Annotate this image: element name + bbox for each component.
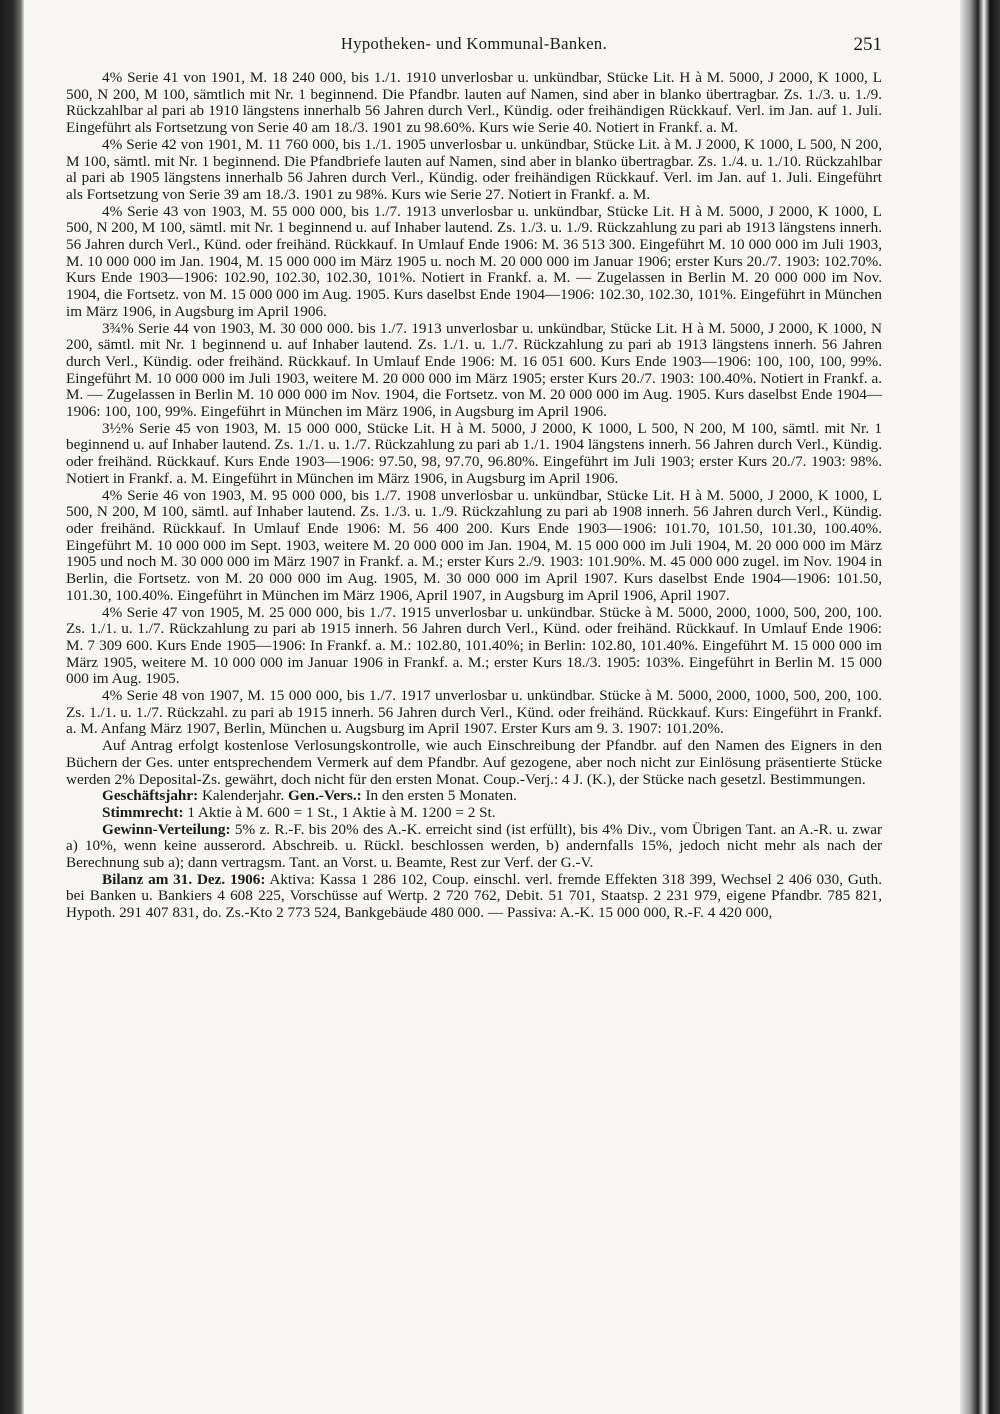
paragraph-serie-45: 3½% Serie 45 von 1903, M. 15 000 000, Stücke Lit. H à M. 5000, J 2000, K 1000, L 500, N 200, M 100, sämtl. mit Nr. 1 beginnend u. auf Inhaber lautend. Zs. 1./1. u. 1./7. Rückzahlung zu pari ab 1./1. 1904 längstens innerh. 56 Jahren durch Verl., Kündig. oder freihänd. Rückkauf. Kurs Ende 1903—1906: 97.50, 98, 97.70, 96.80%. Eingeführt im Juli 1903; erster Kurs 20./7. 1903: 98%. Notiert in Frankf. a. M. Eingeführt in München im März 1906, in Augsburg im April 1906. <box>66 419 882 487</box>
paragraph-verlosungskontrolle: Auf Antrag erfolgt kostenlose Verlosungskontrolle, wie auch Einschreibung der Pfandbr. auf den Namen des Eigners in den Büchern der Ges. unter entsprechendem Vermerk auf dem Pfandbr. Auf gezogene, aber noch nicht zur Einlösung präsentierte Stücke werden 2% Deposital-Zs. gewährt, doch nicht für den ersten Monat. Coup.-Verj.: 4 J. (K.), der Stücke nach gesetzl. Bestimmungen. <box>66 737 882 788</box>
geschaeftsjahr-text: Kalenderjahr. <box>198 787 288 805</box>
bilanz-text: Aktiva: Kassa 1 286 102, Coup. einschl. verl. fremde Effekten 318 399, Wechsel 2 406 030, Guth. bei Banken u. Bankiers 4 608 225, Vorschüsse auf Wertp. 2 720 762, Debit. 51 701, Staatsp. 2 231 979, eigene Pfandbr. 785 821, Hypoth. 291 407 831, do. Zs.-Kto 2 773 524, Bankgebäude 480 000. — Passiva: A.-K. 15 000 000, R.-F. 4 420 000, <box>66 870 882 922</box>
bilanz-label: Bilanz am 31. Dez. 1906: <box>102 870 266 888</box>
gewinn-verteilung-label: Gewinn-Verteilung: <box>102 820 231 838</box>
paragraph-serie-42: 4% Serie 42 von 1901, M. 11 760 000, bis 1./1. 1905 unverlosbar u. unkündbar, Stücke Lit. à M. J 2000, K 1000, L 500, N 200, M 100, sämtl. mit Nr. 1 beginnend. Die Pfandbriefe lauten auf Namen, sind aber in blanko übertragbar. Zs. 1./4. u. 1./10. Rückzahlbar al pari ab 1905 längstens innerhalb 56 Jahren durch Verl., Kündig. oder freihändigen Rückkauf. Verl. im Jan. auf 1. Juli. Eingeführt als Fortsetzung von Serie 39 am 18./3. 1901 zu 98%. Kurs wie Serie 27. Notiert in Frankf. a. M. <box>66 135 882 203</box>
running-head <box>66 34 882 60</box>
paragraph-geschaeftsjahr <box>66 788 882 805</box>
page-content <box>66 34 882 922</box>
paragraph-serie-43: 4% Serie 43 von 1903, M. 55 000 000, bis 1./7. 1913 unverlosbar u. unkündbar, Stücke Lit. H à M. 5000, J 2000, K 1000, L 500, N 200, M 100, sämtl. mit Nr. 1 beginnend u. auf Inhaber lautend. Zs. 1./3. u. 1./9. Rückzahlung zu pari ab 1913 längstens innerh. 56 Jahren durch Verl., Künd. oder freihänd. Rückkauf. In Umlauf Ende 1906: M. 36 513 300. Eingeführt M. 10 000 000 im Juli 1903, M. 10 000 000 im Jan. 1904, M. 15 000 000 im März 1905 u. noch M. 20 000 000 im Januar 1906; erster Kurs 20./7. 1903: 102.70%. Kurs Ende 1903—1906: 102.90, 102.30, 102.30, 101%. Notiert in Frankf. a. M. — Zugelassen in Berlin M. 20 000 000 im Nov. 1904, die Fortsetz. von M. 15 000 000 im Aug. 1905. Kurs daselbst Ende 1904—1906: 102.30, 102.30, 101%. Eingeführt in München im März 1906, in Augsburg im April 1906. <box>66 202 882 320</box>
paragraph-gewinn-verteilung <box>66 822 882 872</box>
running-head-title: Hypotheken- und Kommunal-Banken. <box>340 34 608 53</box>
paragraph-stimmrecht <box>66 805 882 822</box>
paragraph-serie-47: 4% Serie 47 von 1905, M. 25 000 000, bis 1./7. 1915 unverlosbar u. unkündbar. Stücke à M. 5000, 2000, 1000, 500, 200, 100. Zs. 1./1. u. 1./7. Rückzahlung zu pari ab 1915 innerh. 56 Jahren durch Verl., Künd. oder freihänd. Rückkauf. In Umlauf Ende 1906: M. 7 309 600. Kurs Ende 1905—1906: In Frankf. a. M.: 102.80, 101.40%; in Berlin: 102.80, 101.40%. Eingeführt M. 15 000 000 im März 1905, weitere M. 10 000 000 im Januar 1906 in Frankf. a. M.; erster Kurs 18./3. 1905: 103%. Eingeführt in Berlin M. 15 000 000 im Aug. 1905. <box>66 603 882 688</box>
stimmrecht-label: Stimmrecht: <box>102 803 184 821</box>
stimmrecht-text: 1 Aktie à M. 600 = 1 St., 1 Aktie à M. 1200 = 2 St. <box>183 803 496 821</box>
paragraph-serie-48: 4% Serie 48 von 1907, M. 15 000 000, bis 1./7. 1917 unverlosbar u. unkündbar. Stücke à M. 5000, 2000, 1000, 500, 200, 100. Zs. 1./1. u. 1./7. Rückzahl. zu pari ab 1915 innerh. 56 Jahren durch Verl., Künd. oder freihänd. Rückkauf. Kurs: Eingeführt in Frankf. a. M. Anfang März 1907, Berlin, München u. Augsburg im April 1907. Erster Kurs am 9. 3. 1907: 101.20%. <box>66 687 882 738</box>
paragraph-serie-44: 3¾% Serie 44 von 1903, M. 30 000 000. bis 1./7. 1913 unverlosbar u. unkündbar, Stücke Lit. H à M. 5000, J 2000, K 1000, N 200, sämtl. mit Nr. 1 beginnend u. auf Inhaber lautend. Zs. 1./1. u. 1./7. Rückzahlung zu pari ab 1913 längstens innerh. 56 Jahren durch Verl., Kündig. oder freihänd. Rückkauf. In Umlauf Ende 1906: M. 16 051 600. Kurs Ende 1903—1906: 100, 100, 100, 99%. Eingeführt M. 10 000 000 im Juli 1903, weitere M. 20 000 000 im März 1905; erster Kurs 20./7. 1903: 100.40%. Notiert in Frankf. a. M. — Zugelassen in Berlin M. 10 000 000 im Nov. 1904, die Fortsetz. von M. 20 000 000 im Aug. 1905. Kurs daselbst Ende 1904—1906: 100, 100, 99%. Eingeführt in München im März 1906, in Augsburg im April 1906. <box>66 319 882 421</box>
body-text <box>66 70 882 922</box>
geschaeftsjahr-label: Geschäftsjahr: <box>102 787 199 805</box>
paragraph-bilanz <box>66 872 882 922</box>
page-edge-shadow <box>960 0 1000 1414</box>
gewinn-verteilung-text: 5% z. R.-F. bis 20% des A.-K. erreicht sind (ist erfüllt), bis 4% Div., vom Übrigen Tant. an A.-R. u. zwar a) 10%, wenn keine ausserord. Abschreib. u. Rückl. beschlossen werden, b) andernfalls 15%, jedoch nicht mehr als nach der Berechnung sub a); dann vertragsm. Tant. an Vorst. u. Beamte, Rest zur Verf. der G.-V. <box>66 820 882 872</box>
book-spine-shadow <box>0 0 24 1414</box>
paragraph-serie-46: 4% Serie 46 von 1903, M. 95 000 000, bis 1./7. 1908 unverlosbar u. unkündbar, Stücke Lit. H à M. 5000, J 2000, K 1000, L 500, N 200, M 100, sämtl. auf Inhaber lautend. Zs. 1./3. u. 1./9. Rückzahlung zu pari ab 1908 innerh. 56 Jahren durch Verl., Kündig. oder freihänd. Rückkauf. In Umlauf Ende 1906: M. 56 400 200. Kurs Ende 1903—1906: 101.70, 101.50, 101.30, 100.40%. Eingeführt M. 10 000 000 im Sept. 1903, weitere M. 20 000 000 im Jan. 1904, M. 15 000 000 im Juli 1904, M. 20 000 000 im März 1905 und noch M. 30 000 000 im März 1907 in Frankf. a. M.; erster Kurs 2./9. 1903: 101.90%. M. 45 000 000 zugel. im Nov. 1904 in Berlin, die Fortsetz. von M. 20 000 000 im Aug. 1905, M. 30 000 000 im April 1907. Kurs daselbst Ende 1904—1906: 101.50, 101.30, 100.40%. Eingeführt in München im März 1906, April 1907, in Augsburg im April 1906, April 1907. <box>66 486 882 604</box>
paragraph-serie-41: 4% Serie 41 von 1901, M. 18 240 000, bis 1./1. 1910 unverlosbar u. unkündbar, Stücke Lit. H à M. 5000, J 2000, K 1000, L 500, N 200, M 100, sämtlich mit Nr. 1 beginnend. Die Pfandbr. lauten auf Namen, sind aber in blanko übertragbar. Zs. 1./3. u. 1./9. Rückzahlbar al pari ab 1910 längstens innerhalb 56 Jahren durch Verl., Kündig. oder freihändigen Rückkauf. Verl. im Jan. auf 1. Juli. Eingeführt als Fortsetzung von Serie 40 am 18./3. 1901 zu 98.60%. Kurs wie Serie 40. Notiert in Frankf. a. M. <box>66 69 882 137</box>
page-number: 251 <box>853 34 882 55</box>
gen-vers-text: In den ersten 5 Monaten. <box>361 787 517 805</box>
gen-vers-label: Gen.-Vers.: <box>288 787 362 805</box>
